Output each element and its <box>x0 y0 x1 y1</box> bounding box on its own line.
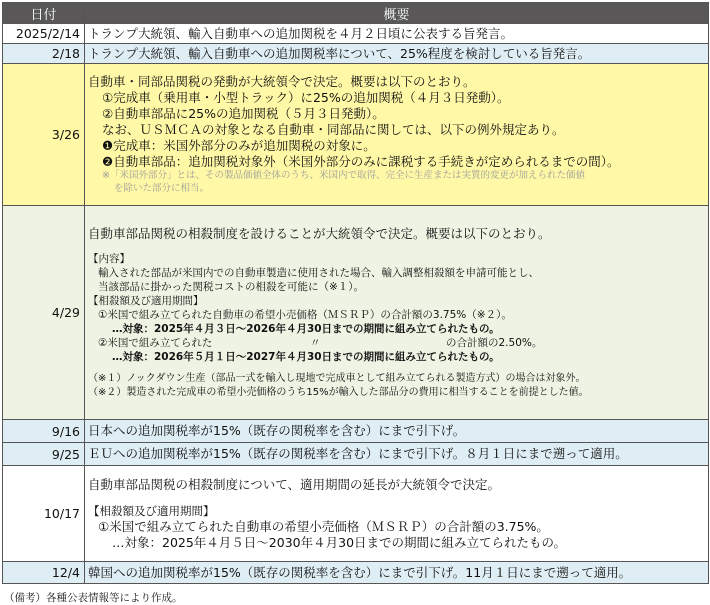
row-date: 9/16 <box>3 420 85 443</box>
summary-line: …対象：2026年５月１日～2027年４月30日までの期間に組み立てられたもの。 <box>112 350 500 363</box>
summary-line: トランプ大統領、輸入自動車への追加関税率について、25%程度を検討している旨発言。 <box>88 45 591 61</box>
summary-line <box>88 336 708 350</box>
table-row <box>3 562 709 584</box>
summary-note: を除いた部分に相当。 <box>114 182 210 194</box>
row-summary <box>85 466 709 562</box>
summary-note: （※１）ノックダウン生産（部品一式を輸入し現地で完成車として組み立てられる製造方式）の場合は対象外。 <box>88 372 586 384</box>
row-date: 9/25 <box>3 443 85 466</box>
table-row <box>3 44 709 64</box>
summary-column-header: 概要 <box>85 3 709 24</box>
table-row <box>3 206 709 420</box>
summary-line: ❶完成車：米国外部分のみが追加関税の対象に。 <box>102 138 376 153</box>
summary-fragment: の合計額の2.50%。 <box>446 336 543 349</box>
table-row <box>3 420 709 443</box>
summary-line: ②自動車部品に25%の追加関税（５月３日発動）。 <box>102 106 385 121</box>
table-row <box>3 466 709 562</box>
summary-line: なお、ＵＳＭＣＡの対象となる自動車・同部品に関しては、以下の例外規定あり。 <box>102 122 565 137</box>
ditto-mark: 〃 <box>310 336 321 349</box>
summary-note: ※「米国外部分」とは、その製品価値全体のうち、米国内で取得、完全に生産または実質的変更が加えられた価値 <box>102 170 585 181</box>
row-summary <box>85 562 709 584</box>
row-summary <box>85 24 709 44</box>
summary-fragment: ②米国で組み立てられた <box>98 336 213 349</box>
summary-line: …対象：2025年４月３日～2026年４月30日までの期間に組み立てられたもの。 <box>112 322 500 335</box>
summary-line: 自動車・同部品関税の発動が大統領令で決定。概要は以下のとおり。 <box>88 74 476 89</box>
table-row <box>3 64 709 206</box>
tariff-timeline-table <box>2 2 709 584</box>
summary-line: ①完成車（乗用車・小型トラック）に25%の追加関税（４月３日発動）。 <box>102 90 510 105</box>
summary-heading: 【相殺額及び適用期間】 <box>88 294 204 307</box>
summary-heading: 【相殺額及び適用期間】 <box>88 503 215 518</box>
summary-line: 日本への追加関税率が15%（既存の関税率を含む）にまで引下げ。 <box>88 423 466 438</box>
summary-line: ❷自動車部品：追加関税対象外（米国外部分のみに課税する手続きが定められるまでの間）。 <box>102 154 620 169</box>
table-row <box>3 24 709 44</box>
row-summary <box>85 44 709 64</box>
row-summary <box>85 64 709 206</box>
row-date: 3/26 <box>3 64 85 206</box>
summary-line: 自動車部品関税の相殺制度について、適用期間の延長が大統領令で決定。 <box>88 476 501 492</box>
row-summary <box>85 206 709 420</box>
summary-line: 自動車部品関税の相殺制度を設けることが大統領令で決定。概要は以下のとおり。 <box>88 225 551 241</box>
date-column-header: 日付 <box>3 3 85 24</box>
summary-note: （※２）製造された完成車の希望小売価格のうち15%が輸入した部品分の費用に相当することを前提とした値。 <box>88 386 589 398</box>
summary-line: トランプ大統領、輸入自動車への追加関税を４月２日頃に公表する旨発言。 <box>88 25 514 41</box>
summary-line: ①米国で組み立てられた自動車の希望小売価格（ＭＳＲＰ）の合計額の3.75%。 <box>98 518 549 534</box>
summary-line: 当該部品に掛かった関税コストの相殺を可能に（※１）。 <box>98 280 365 293</box>
summary-line: ＥＵへの追加関税率が15%（既存の関税率を含む）にまで引下げ。８月１日にまで遡って適用。 <box>88 446 628 461</box>
footnote: （備考）各種公表情報等により作成。 <box>4 592 183 604</box>
summary-line: 輸入された部品が米国内での自動車製造に使用された場合、輸入調整相殺額を申請可能とし、 <box>98 266 539 279</box>
table-row <box>3 443 709 466</box>
row-date: 10/17 <box>3 466 85 562</box>
summary-heading: 【内容】 <box>88 252 130 265</box>
row-date: 4/29 <box>3 206 85 420</box>
row-date: 12/4 <box>3 562 85 584</box>
summary-line: ①米国で組み立てられた自動車の希望小売価格（ＭＳＲＰ）の合計額の3.75%（※２）。 <box>98 308 512 321</box>
summary-line: 韓国への追加関税率が15%（既存の関税率を含む）にまで引下げ。11月１日にまで遡って適用。 <box>88 564 632 580</box>
summary-line: …対象：2025年４月５日～2030年４月30日までの期間に組み立てられたもの。 <box>112 534 567 550</box>
row-date: 2025/2/14 <box>3 24 85 44</box>
row-summary <box>85 420 709 443</box>
row-date: 2/18 <box>3 44 85 64</box>
row-summary <box>85 443 709 466</box>
